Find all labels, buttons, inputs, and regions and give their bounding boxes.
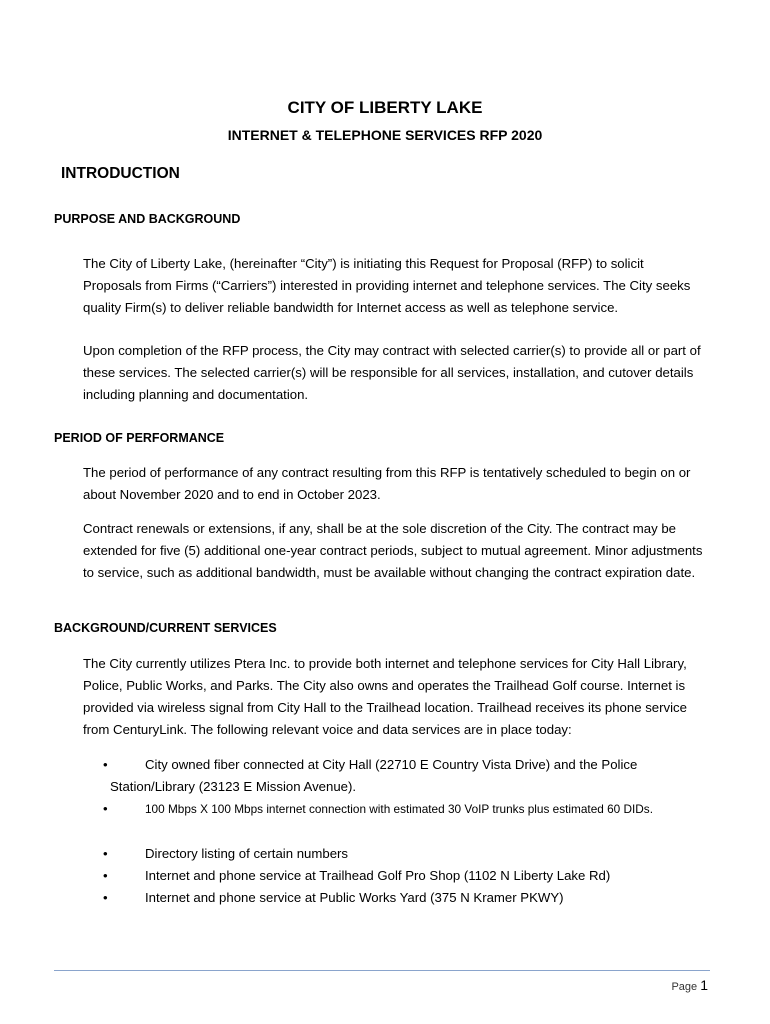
document-title: CITY OF LIBERTY LAKE	[287, 98, 483, 117]
page-label: Page	[671, 981, 698, 993]
section-heading-introduction: INTRODUCTION	[61, 165, 180, 182]
heading-period-of-performance: PERIOD OF PERFORMANCE	[54, 431, 225, 445]
list-item-text: Internet and phone service at Trailhead Golf Pro Shop (1102 N Liberty Lake Rd)	[145, 868, 611, 883]
paragraph-purpose-1: The City of Liberty Lake, (hereinafter “City”) is initiating this Request for Proposal (RFP) to solicit Proposals from Firms (“Carriers”) interested in providing internet and telephone services. The City seeks quality Firm(s) to deliver reliable bandwidth for Internet access as well as telephone service.	[83, 256, 691, 315]
list-item-text: Directory listing of certain numbers	[145, 846, 349, 861]
heading-purpose-background: PURPOSE AND BACKGROUND	[54, 212, 241, 226]
list-item	[83, 798, 693, 820]
paragraph-current-services: The City currently utilizes Ptera Inc. to provide both internet and telephone services for City Hall Library, Police, Public Works, and Parks. The City also owns and operates the Trailhead Golf course. Internet is provided via wireless signal from City Hall to the Trailhead location. Trailhead receives its phone service from CenturyLink. The following relevant voice and data services are in place today:	[83, 656, 687, 737]
bullet-icon: •	[103, 757, 108, 772]
bullet-icon: •	[103, 868, 108, 883]
bullet-icon: •	[103, 846, 108, 861]
list-item	[83, 865, 693, 887]
paragraph-purpose-2: Upon completion of the RFP process, the City may contract with selected carrier(s) to provide all or part of these services. The selected carrier(s) will be responsible for all services, installation, and cutover details including planning and documentation.	[83, 343, 701, 402]
list-item	[83, 754, 693, 798]
heading-current-services: BACKGROUND/CURRENT SERVICES	[54, 621, 277, 635]
paragraph-performance-1: The period of performance of any contract resulting from this RFP is tentatively scheduled to begin on or about November 2020 and to end in October 2023.	[83, 465, 691, 502]
document-subtitle: INTERNET & TELEPHONE SERVICES RFP 2020	[227, 127, 543, 143]
list-item-text: City owned fiber connected at City Hall (22710 E Country Vista Drive) and the Police Station/Library (23123 E Mission Avenue).	[110, 757, 638, 794]
list-item-text: Internet and phone service at Public Works Yard (375 N Kramer PKWY)	[145, 890, 564, 905]
list-item-text: 100 Mbps X 100 Mbps internet connection with estimated 30 VoIP trunks plus estimated 60 DIDs.	[145, 802, 653, 816]
footer-divider	[54, 970, 710, 971]
bullet-icon: •	[103, 890, 108, 905]
paragraph-performance-2: Contract renewals or extensions, if any, shall be at the sole discretion of the City. The contract may be extended for five (5) additional one-year contract periods, subject to mutual agreement. Minor adjustments to service, such as additional bandwidth, must be available without changing the contract expiration date.	[83, 521, 703, 580]
page-number-value: 1	[700, 977, 708, 993]
page-number	[671, 977, 708, 993]
list-item	[83, 887, 693, 909]
bullet-icon: •	[103, 801, 108, 816]
list-item	[83, 843, 693, 865]
